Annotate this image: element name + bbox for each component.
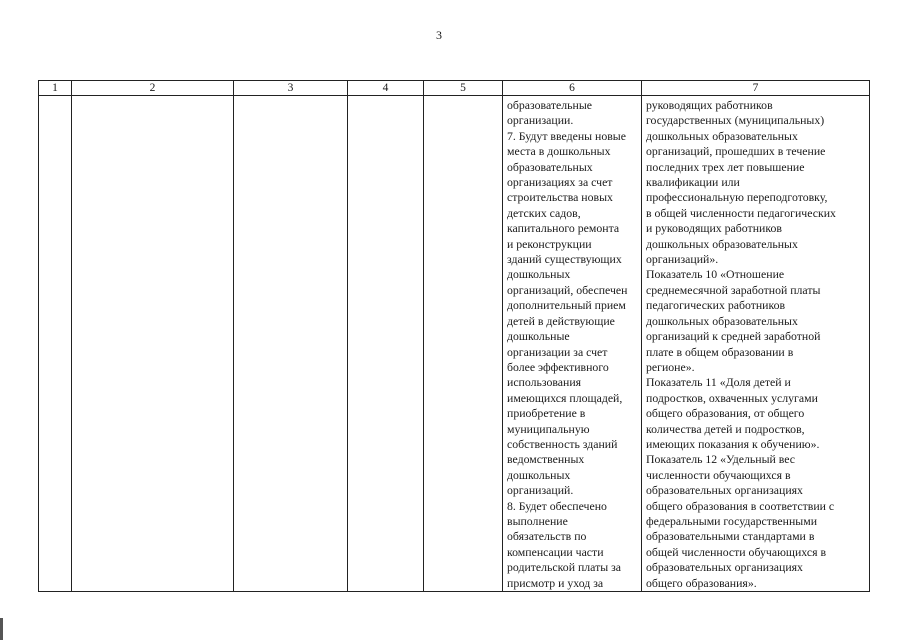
text-line: организаций к средней заработной — [646, 329, 821, 344]
text-line: компенсации части — [507, 544, 604, 559]
text-line: образовательных — [507, 159, 593, 174]
text-line: организаций, прошедших в течение — [646, 144, 826, 159]
cell-col-1 — [39, 96, 72, 592]
text-line: последних трех лет повышение — [646, 159, 805, 174]
text-line: и реконструкции — [507, 236, 592, 251]
text-line: Показатель 10 «Отношение — [646, 267, 785, 282]
text-line: организаций». — [646, 252, 719, 267]
text-line: профессиональную переподготовку, — [646, 190, 828, 205]
text-line: образовательными стандартами в — [646, 529, 815, 544]
cell-col-6 — [503, 96, 642, 592]
text-line: руководящих работников — [646, 98, 773, 112]
text-line: дошкольных образовательных — [646, 236, 798, 251]
cell-col-7 — [642, 96, 870, 592]
text-line: присмотр и уход за — [507, 575, 604, 590]
text-line: родительской платы за — [507, 560, 622, 575]
text-line: детских садов, — [507, 205, 581, 220]
column-header-4: 4 — [348, 81, 424, 96]
text-line: Показатель 12 «Удельный вес — [646, 452, 796, 467]
text-line: федеральными государственными — [646, 513, 818, 528]
column-header-3: 3 — [234, 81, 348, 96]
text-line: квалификации или — [646, 175, 740, 190]
text-line: дошкольных — [507, 467, 571, 482]
column-header-1: 1 — [39, 81, 72, 96]
text-line: образовательных организациях — [646, 483, 803, 498]
text-line: дошкольные — [507, 329, 570, 344]
text-line: 7. Будут введены новые — [507, 128, 626, 143]
text-line: общего образования». — [646, 575, 757, 590]
text-line: обязательств по — [507, 529, 587, 544]
text-line: ведомственных — [507, 452, 585, 467]
text-line: приобретение в — [507, 406, 586, 421]
column-header-5: 5 — [424, 81, 503, 96]
text-line: организациях за счет — [507, 175, 613, 190]
text-line: образовательных организациях — [646, 560, 803, 575]
text-line: дополнительный прием — [507, 298, 626, 313]
text-line: государственных (муниципальных) — [646, 113, 825, 128]
text-line: общего образования, от общего — [646, 406, 805, 421]
text-line: муниципальную — [507, 421, 590, 436]
text-line: более эффективного — [507, 359, 609, 374]
text-line: численности обучающихся в — [646, 467, 791, 482]
text-line: общего образования в соответствии с — [646, 498, 835, 513]
text-line: организации за счет — [507, 344, 608, 359]
cell-col-5 — [424, 96, 503, 592]
table-row — [39, 96, 870, 592]
text-line: организации. — [507, 113, 574, 128]
text-line: среднемесячной заработной платы — [646, 282, 821, 297]
text-line: имеющихся площадей, — [507, 390, 623, 405]
text-line: и руководящих работников — [646, 221, 782, 236]
text-line: общей численности обучающихся в — [646, 544, 827, 559]
cell-col-4 — [348, 96, 424, 592]
text-line: имеющих показания к обучению». — [646, 436, 820, 451]
text-line: капитального ремонта — [507, 221, 620, 236]
text-line: плате в общем образовании в — [646, 344, 794, 359]
text-line: организаций. — [507, 483, 574, 498]
text-line: места в дошкольных — [507, 144, 611, 159]
text-line: зданий существующих — [507, 252, 622, 267]
header-row — [39, 81, 870, 96]
text-line: количества детей и подростков, — [646, 421, 805, 436]
text-line: строительства новых — [507, 190, 613, 205]
page-number: 3 — [436, 28, 442, 42]
text-line: педагогических работников — [646, 298, 786, 313]
text-line: организаций, обеспечен — [507, 282, 628, 297]
text-line: Показатель 11 «Доля детей и — [646, 375, 791, 390]
column-header-2: 2 — [72, 81, 234, 96]
col7-text — [642, 96, 869, 591]
column-header-6: 6 — [503, 81, 642, 96]
text-line: регионе». — [646, 359, 695, 374]
cell-col-3 — [234, 96, 348, 592]
text-line: выполнение — [507, 513, 568, 528]
text-line: 8. Будет обеспечено — [507, 498, 607, 513]
column-header-7: 7 — [642, 81, 870, 96]
text-line: подростков, охваченных услугами — [646, 390, 818, 405]
text-line: детей в действующие — [507, 313, 615, 328]
page-edge-mark — [0, 618, 3, 640]
cell-col-2 — [72, 96, 234, 592]
document-table — [38, 80, 870, 592]
col6-text — [503, 96, 641, 591]
text-line: в общей численности педагогических — [646, 205, 836, 220]
text-line: дошкольных образовательных — [646, 128, 798, 143]
text-line: использования — [507, 375, 582, 390]
text-line: собственность зданий — [507, 436, 618, 451]
text-line: дошкольных — [507, 267, 571, 282]
text-line: образовательные — [507, 98, 593, 112]
text-line: дошкольных образовательных — [646, 313, 798, 328]
